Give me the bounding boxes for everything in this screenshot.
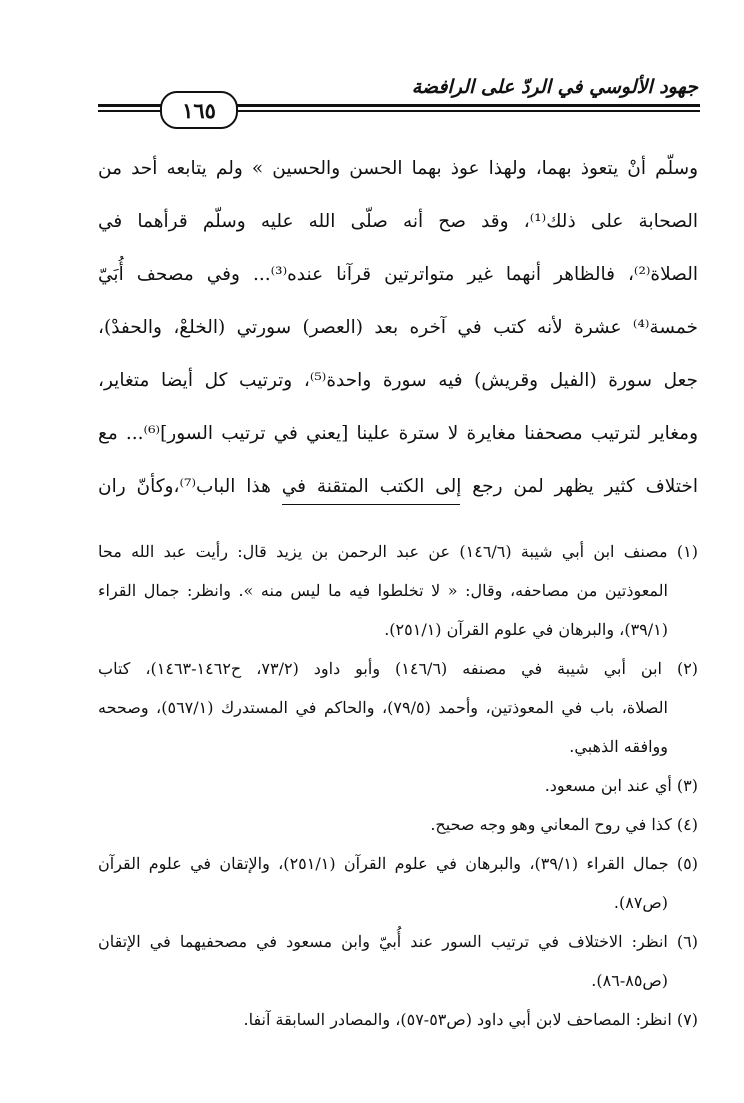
footnote-line: (٤) كذا في روح المعاني وهو وجه صحيح. (430, 815, 698, 834)
text-line: خمسة⁽⁴⁾ عشرة لأنه كتب في آخره بعد (العصر) سورتي (الخلعْ، والحفدْ)، (98, 317, 698, 338)
footnotes (98, 532, 698, 1039)
footnote-line: المعوذتين من مصاحفه، وقال: « لا تخلطوا فيه ما ليس منه ». وانظر: جمال القراء (98, 581, 668, 600)
text-line: ومغاير لترتيب مصحفنا مغايرة لا سترة علينا [يعني في ترتيب السور]⁽⁶⁾... مع (98, 423, 698, 444)
footnote-line: (١) مصنف ابن أبي شيبة (١٤٦/٦) عن عبد الرحمن بن يزيد قال: رأيت عبد الله محا (98, 542, 698, 561)
text-line: الصحابة على ذلك⁽¹⁾، وقد صح أنه صلّى الله عليه وسلّم قرأهما في (98, 211, 698, 232)
text-line: الصلاة⁽²⁾، فالظاهر أنهما غير متواترتين قرآنا عنده⁽³⁾... وفي مصحف أُبَيّ (98, 264, 698, 285)
main-text (98, 142, 698, 513)
footnote-line: (٣٩/١)، والبرهان في علوم القرآن (٢٥١/١). (384, 620, 668, 639)
footnote-line: (ص٨٧). (613, 893, 668, 912)
footnote-line: (٦) انظر: الاختلاف في ترتيب السور عند أُبيّ وابن مسعود في مصحفيهما في الإتقان (98, 932, 698, 951)
page-number: ١٦٥ (160, 91, 238, 129)
footnote-line: ووافقه الذهبي. (569, 737, 668, 756)
text-line: اختلاف كثير يظهر لمن رجع إلى الكتب المتقنة في هذا الباب⁽⁷⁾،وكأنّ ران (98, 476, 698, 497)
footnote-line: الصلاة، باب في المعوذتين، وأحمد (٧٩/٥)، والحاكم في المستدرك (٥٦٧/١)، وصححه (98, 698, 668, 717)
footnote-line: (٧) انظر: المصاحف لابن أبي داود (ص٥٣-٥٧)، والمصادر السابقة آنفا. (243, 1010, 698, 1029)
text-line: جعل سورة (الفيل وقريش) فيه سورة واحدة⁽⁵⁾، وترتيب كل أيضا متغاير، (98, 370, 698, 391)
footnote-line: (٥) جمال القراء (٣٩/١)، والبرهان في علوم القرآن (٢٥١/١)، والإتقان في علوم القرآن (98, 854, 698, 873)
footnote-line: (٣) أي عند ابن مسعود. (544, 776, 698, 795)
footnote-separator (282, 504, 460, 505)
text-line: وسلّم أنْ يتعوذ بهما، ولهذا عوذ بهما الحسن والحسين » ولم يتابعه أحد من (98, 158, 698, 179)
footnote-line: (ص٨٥-٨٦). (591, 971, 668, 990)
running-title: جهود الألوسي في الردّ على الرافضة (411, 76, 698, 98)
footnote-line: (٢) ابن أبي شيبة في مصنفه (١٤٦/٦) وأبو داود (٧٣/٢، ح١٤٦٢-١٤٦٣)، كتاب (98, 659, 698, 678)
